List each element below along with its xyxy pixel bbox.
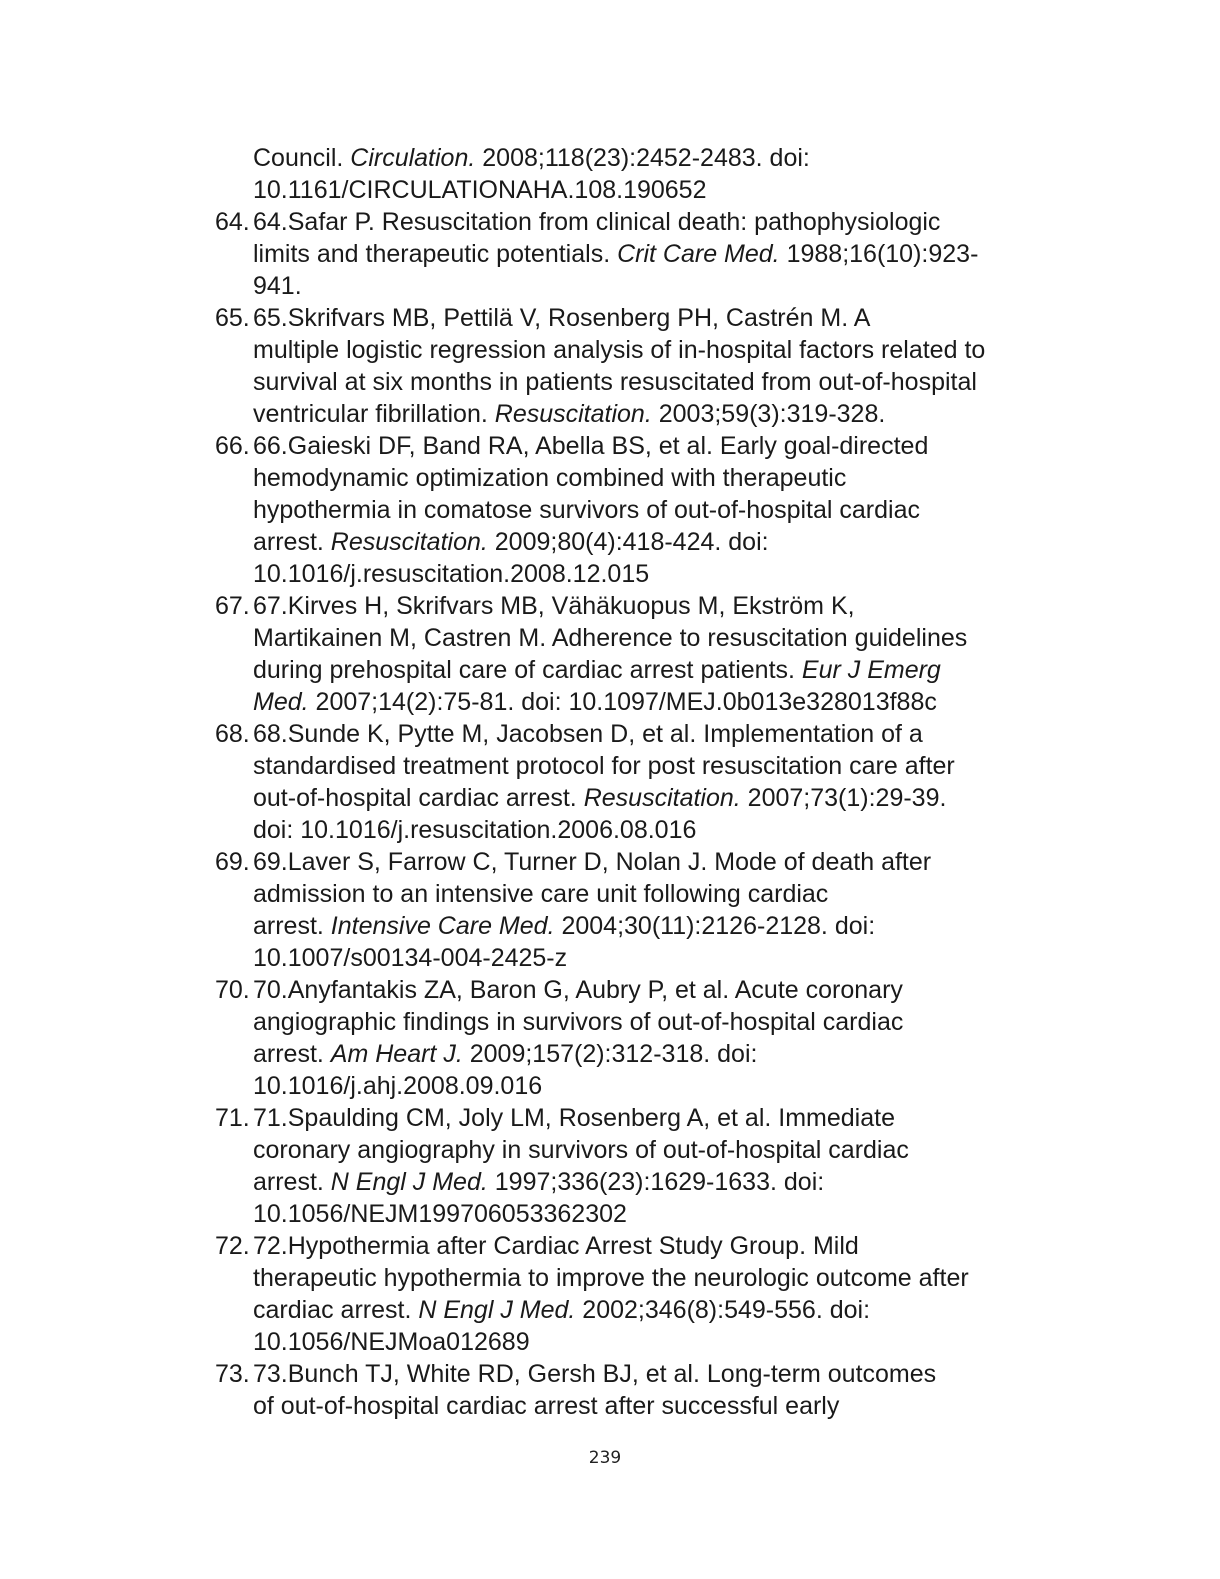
reference-text: 68.Sunde K, Pytte M, Jacobsen D, et al. Implementation of a xyxy=(253,720,923,748)
reference-line xyxy=(215,1070,1115,1102)
reference-text: 73.Bunch TJ, White RD, Gersh BJ, et al. Long-term outcomes xyxy=(253,1360,937,1388)
reference-line xyxy=(215,494,1115,526)
reference-line xyxy=(215,622,1115,654)
journal-title: N Engl J Med. xyxy=(418,1296,576,1324)
reference-text: therapeutic hypothermia to improve the neurologic outcome after xyxy=(253,1264,969,1292)
reference-line xyxy=(215,1102,1115,1134)
reference-line xyxy=(215,1006,1115,1038)
reference-text: 2004;30(11):2126-2128. doi: xyxy=(554,912,876,940)
reference-number: 64. xyxy=(215,208,250,236)
page-number: 239 xyxy=(588,1448,622,1468)
reference-text: arrest. xyxy=(253,1040,331,1068)
reference-text: 69.Laver S, Farrow C, Turner D, Nolan J. Mode of death after xyxy=(253,848,932,876)
reference-text: 71.Spaulding CM, Joly LM, Rosenberg A, et al. Immediate xyxy=(253,1104,895,1132)
reference-line xyxy=(215,206,1115,238)
reference-text: 941. xyxy=(253,272,302,300)
reference-number: 71. xyxy=(215,1104,250,1132)
reference-number: 66. xyxy=(215,432,250,460)
reference-line xyxy=(215,1198,1115,1230)
reference-text: 10.1056/NEJMoa012689 xyxy=(253,1328,530,1356)
reference-text: hemodynamic optimization combined with therapeutic xyxy=(253,464,847,492)
reference-entry xyxy=(215,590,1115,718)
journal-title: Resuscitation. xyxy=(583,784,741,812)
reference-entry xyxy=(215,302,1115,430)
reference-list xyxy=(215,142,1115,1422)
reference-text: Council. xyxy=(253,144,351,172)
reference-entry xyxy=(215,1102,1115,1230)
journal-title: Circulation. xyxy=(350,144,476,172)
reference-line xyxy=(215,814,1115,846)
reference-entry xyxy=(215,1230,1115,1358)
journal-title: N Engl J Med. xyxy=(330,1168,488,1196)
reference-text: 65.Skrifvars MB, Pettilä V, Rosenberg PH, Castrén M. A xyxy=(253,304,871,332)
reference-text: arrest. xyxy=(253,1168,331,1196)
reference-text: during prehospital care of cardiac arrest patients. xyxy=(253,656,802,684)
reference-line xyxy=(215,238,1115,270)
reference-text: ventricular fibrillation. xyxy=(253,400,495,428)
reference-line xyxy=(215,526,1115,558)
reference-line xyxy=(215,1134,1115,1166)
reference-line xyxy=(215,942,1115,974)
reference-text: 64.Safar P. Resuscitation from clinical death: pathophysiologic xyxy=(253,208,941,236)
journal-title: Med. xyxy=(253,688,309,716)
reference-text: cardiac arrest. xyxy=(253,1296,419,1324)
reference-line xyxy=(215,590,1115,622)
reference-line xyxy=(215,1358,1115,1390)
reference-text: standardised treatment protocol for post resuscitation care after xyxy=(253,752,955,780)
journal-title: Resuscitation. xyxy=(330,528,488,556)
reference-line xyxy=(215,910,1115,942)
reference-text: hypothermia in comatose survivors of out-of-hospital cardiac xyxy=(253,496,920,524)
reference-text: survival at six months in patients resuscitated from out-of-hospital xyxy=(253,368,977,396)
reference-text: 2009;157(2):312-318. doi: xyxy=(462,1040,758,1068)
reference-text: 1988;16(10):923- xyxy=(779,240,979,268)
reference-line xyxy=(215,846,1115,878)
reference-line xyxy=(215,654,1115,686)
reference-text: 10.1056/NEJM199706053362302 xyxy=(253,1200,627,1228)
reference-line xyxy=(215,1294,1115,1326)
reference-text: 72.Hypothermia after Cardiac Arrest Study Group. Mild xyxy=(253,1232,859,1260)
reference-entry xyxy=(215,206,1115,302)
reference-text: 1997;336(23):1629-1633. doi: xyxy=(487,1168,825,1196)
reference-line xyxy=(215,782,1115,814)
journal-title: Resuscitation. xyxy=(494,400,652,428)
reference-text: 2007;73(1):29-39. xyxy=(740,784,947,812)
reference-line xyxy=(215,1326,1115,1358)
reference-number: 69. xyxy=(215,848,250,876)
journal-title: Intensive Care Med. xyxy=(330,912,555,940)
reference-line xyxy=(215,430,1115,462)
reference-text: admission to an intensive care unit following cardiac xyxy=(253,880,829,908)
reference-line xyxy=(215,1230,1115,1262)
reference-line xyxy=(215,718,1115,750)
reference-text: 70.Anyfantakis ZA, Baron G, Aubry P, et al. Acute coronary xyxy=(253,976,903,1004)
reference-line xyxy=(215,334,1115,366)
reference-text: limits and therapeutic potentials. xyxy=(253,240,618,268)
journal-title: Crit Care Med. xyxy=(617,240,780,268)
reference-text: 2002;346(8):549-556. doi: xyxy=(575,1296,871,1324)
reference-text: 2008;118(23):2452-2483. doi: xyxy=(475,144,810,172)
reference-text: angiographic findings in survivors of out-of-hospital cardiac xyxy=(253,1008,904,1036)
reference-text: 2003;59(3):319-328. xyxy=(651,400,886,428)
reference-entry xyxy=(215,974,1115,1102)
reference-entry xyxy=(215,1358,1115,1422)
reference-line xyxy=(215,750,1115,782)
reference-line xyxy=(215,1166,1115,1198)
reference-line xyxy=(215,398,1115,430)
reference-number: 67. xyxy=(215,592,250,620)
reference-text: 10.1016/j.resuscitation.2008.12.015 xyxy=(253,560,650,588)
reference-number: 70. xyxy=(215,976,250,1004)
reference-entry xyxy=(215,718,1115,846)
reference-number: 73. xyxy=(215,1360,250,1388)
reference-text: 66.Gaieski DF, Band RA, Abella BS, et al. Early goal-directed xyxy=(253,432,929,460)
reference-text: of out-of-hospital cardiac arrest after successful early xyxy=(253,1392,840,1420)
reference-entry xyxy=(215,846,1115,974)
reference-line xyxy=(215,142,1115,174)
reference-text: multiple logistic regression analysis of in-hospital factors related to xyxy=(253,336,986,364)
reference-text: out-of-hospital cardiac arrest. xyxy=(253,784,584,812)
reference-line xyxy=(215,878,1115,910)
reference-entry xyxy=(215,430,1115,590)
reference-text: 10.1161/CIRCULATIONAHA.108.190652 xyxy=(253,176,707,204)
reference-line xyxy=(215,302,1115,334)
reference-text: 10.1016/j.ahj.2008.09.016 xyxy=(253,1072,543,1100)
reference-number: 68. xyxy=(215,720,250,748)
journal-title: Eur J Emerg xyxy=(801,656,941,684)
reference-line xyxy=(215,686,1115,718)
reference-text: 2007;14(2):75-81. doi: 10.1097/MEJ.0b013e328013f88c xyxy=(308,688,937,716)
reference-text: arrest. xyxy=(253,528,331,556)
journal-title: Am Heart J. xyxy=(330,1040,463,1068)
reference-number: 72. xyxy=(215,1232,250,1260)
reference-text: 10.1007/s00134-004-2425-z xyxy=(253,944,568,972)
reference-text: Martikainen M, Castren M. Adherence to resuscitation guidelines xyxy=(253,624,968,652)
reference-line xyxy=(215,270,1115,302)
reference-text: arrest. xyxy=(253,912,331,940)
reference-text: doi: 10.1016/j.resuscitation.2006.08.016 xyxy=(253,816,697,844)
reference-line xyxy=(215,366,1115,398)
reference-text: 67.Kirves H, Skrifvars MB, Vähäkuopus M, Ekström K, xyxy=(253,592,855,620)
reference-text: coronary angiography in survivors of out-of-hospital cardiac xyxy=(253,1136,909,1164)
reference-line xyxy=(215,1262,1115,1294)
reference-line xyxy=(215,974,1115,1006)
reference-line xyxy=(215,558,1115,590)
reference-line xyxy=(215,462,1115,494)
reference-line xyxy=(215,1390,1115,1422)
reference-entry xyxy=(215,142,1115,206)
reference-line xyxy=(215,1038,1115,1070)
reference-line xyxy=(215,174,1115,206)
reference-text: 2009;80(4):418-424. doi: xyxy=(487,528,769,556)
reference-number: 65. xyxy=(215,304,250,332)
